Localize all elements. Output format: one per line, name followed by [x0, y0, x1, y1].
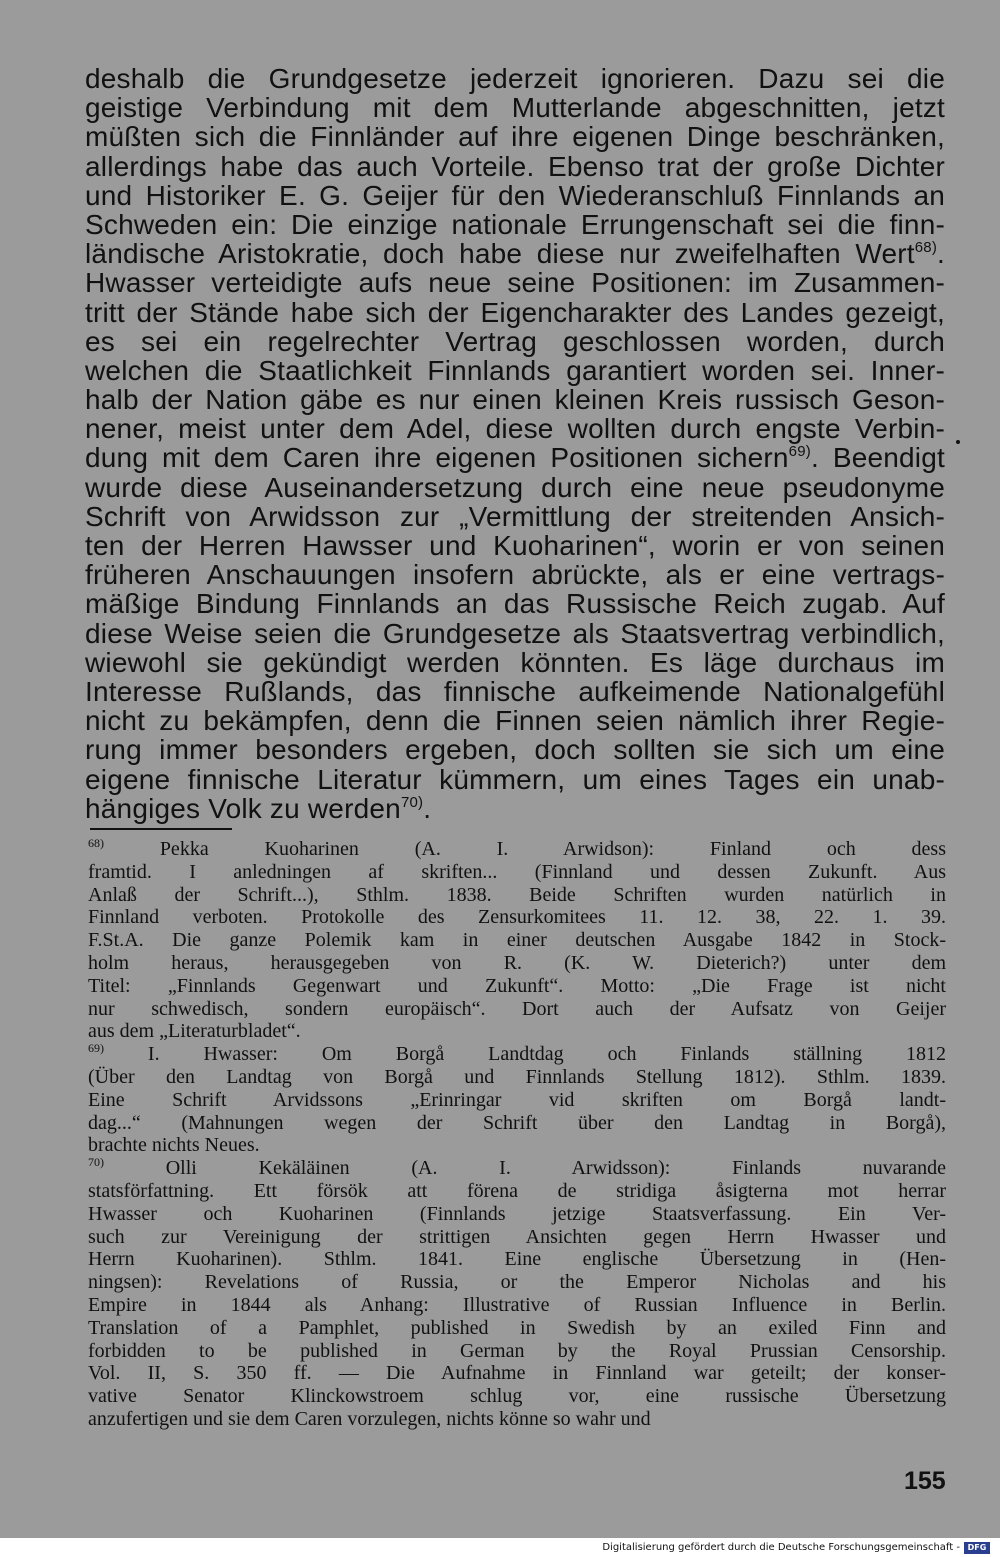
- footnote-text: vative Senator Klinckowstroem schlug vor, eine russische Übersetzung: [88, 1385, 946, 1408]
- footnote-text: Eine Schrift Arvidssons „Erinringar vid skriften om Borgå landt-: [88, 1088, 946, 1111]
- footnote-number: 70): [88, 1155, 104, 1170]
- footnote-text: Vol. II, S. 350 ff. — Die Aufnahme in Finnland war geteilt; der konser-: [88, 1362, 946, 1385]
- text-line: [85, 648, 945, 677]
- footnote-line: [88, 1134, 946, 1157]
- footnote-line: [88, 884, 946, 907]
- text-line: [85, 181, 945, 210]
- footnote-line: [88, 1271, 946, 1294]
- line-text: wiewohl sie gekündigt werden könnten. Es läge durchaus im: [85, 646, 945, 678]
- text-line: [85, 443, 945, 472]
- line-text: müßten sich die Finnländer auf ihre eigenen Dinge beschränken,: [85, 121, 945, 153]
- footnote-text: Hwasser och Kuoharinen (Finnlands jetzige Staatsverfassung. Ein Ver-: [88, 1202, 946, 1225]
- footnote-line: [88, 838, 946, 861]
- footnote-text: Titel: „Finnlands Gegenwart und Zukunft“. Motto: „Die Frage ist nicht: [88, 974, 946, 997]
- footnote-text: F.St.A. Die ganze Polemik kam in einer deutschen Ausgabe 1842 in Stock-: [88, 929, 946, 952]
- text-line: [85, 327, 945, 356]
- footnote-line: [88, 1112, 946, 1135]
- footnote-line: [88, 1043, 946, 1066]
- footnote-text: forbidden to be published in German by the Royal Prussian Censorship.: [88, 1339, 946, 1362]
- footnotes: [88, 838, 946, 1431]
- margin-mark: [956, 440, 960, 444]
- line-text: hängiges Volk zu werden: [85, 792, 401, 824]
- text-line: [85, 531, 945, 560]
- footnote-line: [88, 1408, 946, 1431]
- line-text: es sei ein regelrechter Vertrag geschlossen worden, durch: [85, 325, 945, 357]
- footnote-line: [88, 1317, 946, 1340]
- footnote-line: [88, 1180, 946, 1203]
- line-text: rung immer besonders ergeben, doch sollten sie sich um eine: [85, 734, 945, 766]
- text-line: [85, 502, 945, 531]
- footnote-line: [88, 1294, 946, 1317]
- line-text-continued: .: [937, 238, 945, 270]
- footnote-line: [88, 861, 946, 884]
- text-line: [85, 619, 945, 648]
- line-text: und Historiker E. G. Geijer für den Wiederanschluß Finnlands an: [85, 179, 945, 211]
- line-text: halb der Nation gäbe es nur einen kleinen Kreis russisch Geson-: [85, 384, 945, 416]
- footnote-text: aus dem „Literaturbladet“.: [88, 1020, 301, 1043]
- page-number: 155: [904, 1467, 946, 1495]
- line-text-continued: .: [423, 792, 432, 824]
- footnote-text: framtid. I anledningen af skriften... (Finnland und dessen Zukunft. Aus: [88, 860, 946, 883]
- footnote-separator: [90, 828, 232, 830]
- footnote-line: [88, 1340, 946, 1363]
- line-text: früheren Anschauungen insofern abrückte, als er eine vertrags-: [85, 559, 945, 591]
- footnote-reference: 70): [400, 793, 424, 811]
- footnote-reference: 68): [914, 239, 938, 257]
- line-text: Interesse Rußlands, das finnische aufkeimende Nationalgefühl: [85, 675, 945, 707]
- footnote-line: [88, 1020, 946, 1043]
- text-line: [85, 93, 945, 122]
- line-text: deshalb die Grundgesetze jederzeit ignorieren. Dazu sei die: [85, 63, 945, 94]
- text-line: [85, 239, 945, 268]
- text-line: [85, 298, 945, 327]
- footnote-text: Pekka Kuoharinen (A. I. Arwidson): Finland och dess: [104, 838, 946, 860]
- text-line: [85, 210, 945, 239]
- text-line: [85, 64, 945, 93]
- footnote-number: 68): [88, 836, 104, 850]
- footnote-text: Herrn Kuoharinen). Sthlm. 1841. Eine englische Übersetzung in (Hen-: [88, 1248, 946, 1271]
- line-text: Schweden ein: Die einzige nationale Errungenschaft sei die finn-: [85, 208, 945, 240]
- line-text: geistige Verbindung mit dem Mutterlande abgeschnitten, jetzt: [85, 92, 945, 124]
- text-line: [85, 706, 945, 735]
- line-text: mäßige Bindung Finnlands an das Russische Reich zugab. Auf: [85, 588, 945, 620]
- footnote-line: [88, 1203, 946, 1226]
- line-text: wurde diese Auseinandersetzung durch eine neue pseudonyme: [85, 471, 945, 503]
- digitization-credit: Digitalisierung gefördert durch die Deutsche Forschungsgemeinschaft -: [602, 1542, 960, 1553]
- footnote-text: Finnland verboten. Protokolle des Zensurkomitees 11. 12. 38, 22. 1. 39.: [88, 906, 946, 929]
- line-text: allerdings habe das auch Vorteile. Ebenso trat der große Dichter: [85, 150, 945, 182]
- footnote-text: dag...“ (Mahnungen wegen der Schrift über den Landtag in Borgå),: [88, 1111, 946, 1134]
- footnote-text: ningsen): Revelations of Russia, or the Emperor Nicholas and his: [88, 1271, 946, 1294]
- text-line: [85, 356, 945, 385]
- body-text: [85, 64, 945, 823]
- text-line: [85, 677, 945, 706]
- footnote-line: [88, 1385, 946, 1408]
- line-text: eigene finnische Literatur kümmern, um eines Tages ein unab-: [85, 763, 945, 795]
- line-text: dung mit dem Caren ihre eigenen Positionen sichern: [85, 442, 789, 474]
- footnote-text: Anlaß der Schrift...), Sthlm. 1838. Beide Schriften wurden natürlich in: [88, 883, 946, 906]
- line-text: diese Weise seien die Grundgesetze als Staatsvertrag verbindlich,: [85, 617, 945, 649]
- footnote-line: [88, 1248, 946, 1271]
- text-line: [85, 765, 945, 794]
- line-text: nicht zu bekämpfen, denn die Finnen seien nämlich ihrer Regie-: [85, 705, 945, 737]
- line-text: welchen die Staatlichkeit Finnlands garantiert worden sei. Inner-: [85, 354, 945, 386]
- text-line: [85, 735, 945, 764]
- footnote-text: I. Hwasser: Om Borgå Landtdag och Finlands ställning 1812: [104, 1043, 946, 1066]
- footnote-text: Olli Kekäläinen (A. I. Arwidsson): Finlands nuvarande: [104, 1157, 946, 1180]
- footnote-line: [88, 1066, 946, 1089]
- footnote-reference: 69): [788, 443, 811, 461]
- footnote-text: brachte nichts Neues.: [88, 1134, 260, 1157]
- line-text: Schrift von Arwidsson zur „Vermittlung der streitenden Ansich-: [85, 500, 945, 532]
- footnote-line: [88, 952, 946, 975]
- footnote-line: [88, 1226, 946, 1249]
- footnote-line: [88, 1089, 946, 1112]
- text-line: [85, 473, 945, 502]
- line-text: ländische Aristokratie, doch habe diese nur zweifelhaften Wert: [85, 238, 915, 270]
- footnote-text: statsförfattning. Ett försök att förena de stridiga åsigterna mot herrar: [88, 1179, 946, 1202]
- text-line: [85, 385, 945, 414]
- text-line: [85, 794, 945, 823]
- footnote-text: Empire in 1844 als Anhang: Illustrative of Russian Influence in Berlin.: [88, 1293, 946, 1316]
- line-text: nener, meist unter dem Adel, diese wollten durch engste Verbin-: [85, 413, 945, 445]
- footnote-line: [88, 998, 946, 1021]
- footnote-text: (Über den Landtag von Borgå und Finnlands Stellung 1812). Sthlm. 1839.: [88, 1065, 946, 1088]
- line-text-continued: . Beendigt: [810, 442, 945, 474]
- footnote-line: [88, 929, 946, 952]
- footnote-text: holm heraus, herausgegeben von R. (K. W. Dieterich?) unter dem: [88, 951, 946, 974]
- text-line: [85, 122, 945, 151]
- footnote-line: [88, 906, 946, 929]
- line-text: Hwasser verteidigte aufs neue seine Positionen: im Zusammen-: [85, 267, 945, 299]
- footnote-text: anzufertigen und sie dem Caren vorzulegen, nichts könne so wahr und: [88, 1407, 651, 1430]
- dfg-logo: DFG: [964, 1542, 990, 1554]
- footnote-text: such zur Vereinigung der strittigen Ansichten gegen Herrn Hwasser und: [88, 1225, 946, 1248]
- text-line: [85, 268, 945, 297]
- text-line: [85, 414, 945, 443]
- text-line: [85, 589, 945, 618]
- text-line: [85, 152, 945, 181]
- footnote-line: [88, 1362, 946, 1385]
- footnote-text: nur schwedisch, sondern europäisch“. Dort auch der Aufsatz von Geijer: [88, 997, 946, 1020]
- text-line: [85, 560, 945, 589]
- line-text: ten der Herren Hawsser und Kuoharinen“, worin er von seinen: [85, 530, 945, 561]
- footnote-line: [88, 975, 946, 998]
- footnote-line: [88, 1157, 946, 1180]
- footnote-number: 69): [88, 1041, 104, 1056]
- line-text: tritt der Stände habe sich der Eigencharakter des Landes gezeigt,: [85, 296, 945, 328]
- footnote-text: Translation of a Pamphlet, published in Swedish by an exiled Finn and: [88, 1316, 946, 1339]
